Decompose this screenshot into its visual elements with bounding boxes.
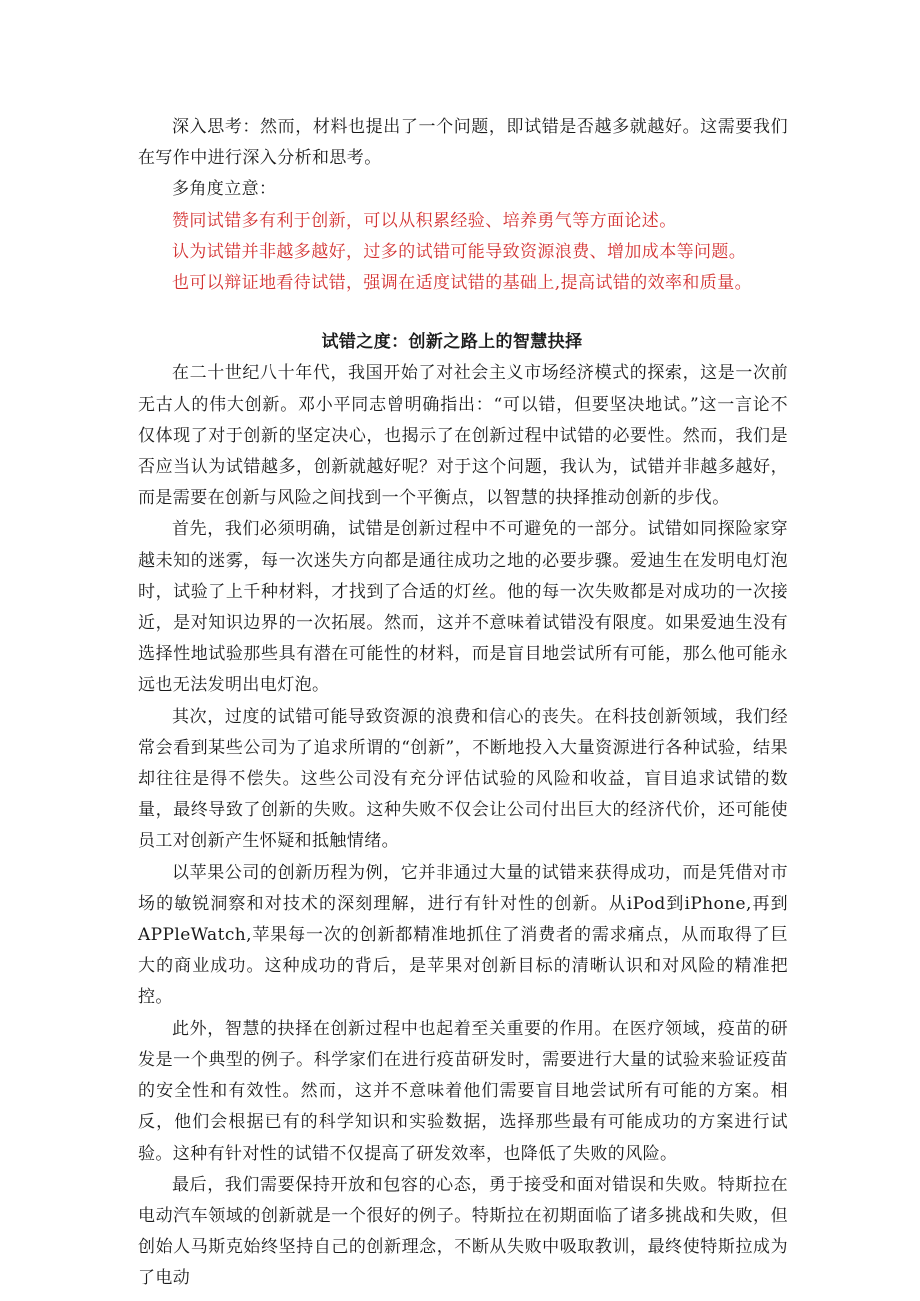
essay-paragraph: 在二十世纪八十年代，我国开始了对社会主义市场经济模式的探索，这是一次前无古人的伟大创新。邓小平同志曾明确指出：“可以错，但要坚决地试。”这一言论不仅体现了对于创新的坚定决心，也揭示了在创新过程中试错的必要性。然而，我们是否应当认为试错越多，创新就越好呢？对于这个问题，我认为，试错并非越多越好，而是需要在创新与风险之间找到一个平衡点，以智慧的抉择推动创新的步伐。 — [138, 363, 788, 509]
essay-paragraph: 以苹果公司的创新历程为例，它并非通过大量的试错来获得成功，而是凭借对市场的敏锐洞察和对技术的深刻理解，进行有针对性的创新。从iPod到iPhone,再到APPleWatch,苹果每一次的创新都精准地抓住了消费者的需求痛点，从而取得了巨大的商业成功。这种成功的背后，是苹果对创新目标的清晰认识和对风险的精准把控。 — [138, 862, 788, 1008]
essay-paragraph: 最后，我们需要保持开放和包容的心态，勇于接受和面对错误和失败。特斯拉在电动汽车领域的创新就是一个很好的例子。特斯拉在初期面临了诸多挑战和失败，但创始人马斯克始终坚持自己的创新理念，不断从失败中吸取教训，最终使特斯拉成为了电动 — [138, 1174, 788, 1289]
essay-paragraph: 此外，智慧的抉择在创新过程中也起着至关重要的作用。在医疗领域，疫苗的研发是一个典型的例子。科学家们在进行疫苗研发时，需要进行大量的试验来验证疫苗的安全性和有效性。然而，这并不意味着他们需要盲目地尝试所有可能的方案。相反，他们会根据已有的科学知识和实验数据，选择那些最有可能成功的方案进行试验。这种有针对性的试错不仅提高了研发效率，也降低了失败的风险。 — [138, 1018, 788, 1164]
essay-paragraph: 其次，过度的试错可能导致资源的浪费和信心的丧失。在科技创新领域，我们经常会看到某些公司为了追求所谓的“创新”，不断地投入大量资源进行各种试验，结果却往往是得不偿失。这些公司没有充分评估试验的风险和收益，盲目追求试错的数量，最终导致了创新的失败。这种失败不仅会让公司付出巨大的经济代价，还可能使员工对创新产生怀疑和抵触情绪。 — [138, 706, 788, 852]
intro-deep-thinking: 深入思考：然而，材料也提出了一个问题，即试错是否越多就越好。这需要我们在写作中进行深入分析和思考。 — [138, 117, 788, 169]
angle-item: 赞同试错多有利于创新，可以从积累经验、培养勇气等方面论述。 — [172, 210, 677, 231]
essay-paragraph: 首先，我们必须明确，试错是创新过程中不可避免的一部分。试错如同探险家穿越未知的迷雾，每一次迷失方向都是通往成功之地的必要步骤。爱迪生在发明电灯泡时，试验了上千种材料，才找到了合适的灯丝。他的每一次失败都是对成功的一次接近，是对知识边界的一次拓展。然而，这并不意味着试错没有限度。如果爱迪生没有选择性地试验那些具有潜在可能性的材料，而是盲目地尝试所有可能，那么他可能永远也无法发明出电灯泡。 — [138, 519, 788, 696]
angle-item: 认为试错并非越多越好，过多的试错可能导致资源浪费、增加成本等问题。 — [172, 241, 747, 262]
intro-multi-angle-heading: 多角度立意： — [172, 179, 277, 200]
essay-title: 试错之度：创新之路上的智慧抉择 — [321, 332, 583, 353]
document-page — [138, 112, 788, 1295]
angle-item: 也可以辩证地看待试错，强调在适度试错的基础上,提高试错的效率和质量。 — [172, 273, 753, 294]
